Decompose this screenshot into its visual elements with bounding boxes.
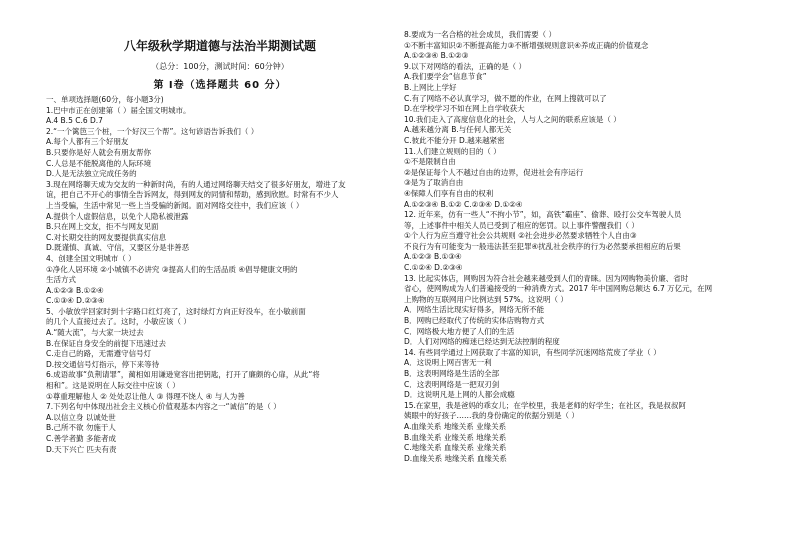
text-line: B.只要你是好人就会有朋友帮你 — [46, 147, 152, 157]
text-line: A.以信立身 以诚处世 — [46, 412, 116, 422]
text-line: 上当受骗，生活中常见一些上当受骗的新闻。面对网络交往中，我们应该（ ） — [46, 200, 304, 210]
text-line: ①净化人居环境 ②小城镇不必讲究 ③提高人们的生活品质 ④倡导健康文明的 — [46, 264, 298, 274]
right-column — [404, 0, 754, 464]
text-line: 2.“一个篱笆三个桩，一个好汉三个帮”。这句谚语告诉我们（ ） — [46, 126, 259, 136]
text-line: A.“随大流”，与大家一块过去 — [46, 328, 144, 338]
text-line: B．网购已经取代了传统的实体店购物方式 — [404, 316, 545, 326]
left-column — [46, 0, 394, 455]
text-line: 等，上述事件中相关人员已受到了相应的惩罚。以上事件警醒我们（ ） — [404, 220, 639, 230]
text-line: D.在学校学习不如在网上自学收获大 — [404, 104, 525, 114]
text-line: ①尊重理解他人 ② 处处忍让他人 ③ 得理不饶人 ④ 与人为善 — [46, 391, 245, 401]
text-line: D.天下兴亡 匹夫有责 — [46, 444, 117, 454]
text-line: 谊，把自己不开心的事情全告诉网友，得到网友的同情和帮助，感到欣慰。时常有不少人 — [46, 190, 339, 200]
text-line: A.提供个人虚假信息，以免个人隐私被泄露 — [46, 211, 189, 221]
text-line: C.善学者勤 多能者成 — [46, 434, 117, 443]
text-line: B.己所不欲 勿施于人 — [46, 423, 116, 433]
text-line: A.4 B.5 C.6 D.7 — [46, 116, 103, 126]
text-line: 11.人们建立规则的目的（ ） — [404, 146, 501, 156]
text-line: 8.要成为一名合格的社会成员，我们需要（ ） — [404, 30, 557, 39]
text-line: 省心，使网购成为人们普遍接受的一种消费方式。2017 年中国网购总额达 6.7 万亿元，在网 — [404, 284, 713, 294]
text-line: D.血缘关系 地缘关系 血缘关系 — [404, 453, 507, 463]
text-line: A.①②③ B.①③④ — [404, 252, 462, 262]
text-line: 12. 近年来，仿有一些人“不拘小节”，如，高铁“霸座”、偷葬、殴打公交车驾驶人员 — [404, 210, 682, 220]
text-line: C．网络极大地方便了人们的生活 — [404, 326, 515, 336]
left-question-list — [46, 95, 394, 455]
text-line: D．人们对网络的痴迷已经达到无法控制的程度 — [404, 337, 560, 347]
text-line: ②是保证每个人不越过自由的边界，促进社会有序运行 — [404, 167, 584, 177]
text-line: A.越来越分离 B.与任何人都无关 — [404, 125, 512, 135]
text-line: B.上网比上学好 — [404, 82, 457, 92]
text-line: C.对长期交往的网友要提供真实信息 — [46, 232, 167, 242]
exam-title: 八年级秋学期道德与法治半期测试题 — [123, 39, 316, 53]
text-line: A.我们要学会“信息节食” — [404, 72, 487, 82]
text-line: A.①②③④ B.①② C.②③④ D.①②④ — [404, 199, 523, 209]
text-line: A．网络生活比现实好得多，网络无所不能 — [404, 305, 545, 315]
text-line: A.血缘关系 地缘关系 业缘关系 — [404, 421, 507, 431]
text-line: C.彼此不能分开 D.越来越紧密 — [404, 135, 505, 145]
text-line: A.每个人都有三个好朋友 — [46, 137, 129, 147]
text-line: 10.我们走入了高度信息化的社会，人与人之间的联系应该是（ ） — [404, 114, 621, 124]
text-line: ①个人行为应当遵守社会公共规则 ②社会进步必然要求牺牲个人自由③ — [404, 231, 637, 241]
text-line: D.按交通信号灯指示，停下来等待 — [46, 359, 160, 369]
text-line: ①不是限制自由 — [404, 157, 456, 167]
text-line: C.①③④ D.②③④ — [46, 296, 105, 306]
section-heading: 第 Ⅰ卷（选择题共 60 分） — [153, 80, 287, 91]
text-line: C.走自己的路，无需遵守信号灯 — [46, 349, 152, 359]
text-line: D.人是无法独立完成任务的 — [46, 169, 137, 179]
text-line: 15.在家里，我是爸妈的乖女儿；在学校里，我是老师的好学生；在社区，我是叔叔阿 — [404, 400, 686, 410]
text-line: 13. 比起实体店，网购因为符合社会越来越受到人们的青睐。因为网购物美价廉、省时 — [404, 273, 689, 283]
text-line: 3.现在网络聊天成为交友的一种新时尚，有的人通过网络聊天结交了很多好朋友，增进了友 — [46, 179, 346, 189]
text-line: C.①②④ D.②③④ — [404, 263, 463, 273]
text-line: 一、单项选择题(60分，每小题3分) — [46, 95, 164, 104]
text-line: 生活方式 — [46, 275, 76, 285]
text-line: 姨眼中的好孩子……我的身份确定的依据分别是（ ） — [404, 411, 579, 421]
text-line: 1.巴中市正在创建第（ ）届全国文明城市。 — [46, 105, 191, 115]
text-line: ③是为了取消自由 — [404, 178, 464, 188]
text-line: ①不断丰富知识②不断提高能力③不断增强规则意识④养成正确的价值观念 — [404, 40, 649, 50]
text-line: 14. 有些同学通过上网获取了丰富的知识，有些同学沉迷网络荒废了学业（ ） — [404, 347, 661, 357]
text-line: 5、小敏放学回家时到十字路口红灯亮了，这时绿灯方向正好没车，在小敏前面 — [46, 306, 306, 316]
text-line: 的几个人直接过去了。这时，小敏应该（ ） — [46, 317, 191, 327]
text-line: A．这说明上网百害无一利 — [404, 358, 492, 368]
text-line: 4、创建全国文明城市（ ） — [46, 253, 136, 263]
text-line: 6.成语故事“负荆请罪”，蔺相如用谦逊宽容出把钥匙，打开了廉颇的心扉，从此“将 — [46, 370, 320, 380]
text-line: D.既谨慎、真诚、守信，又要区分是非善恶 — [46, 243, 190, 253]
text-line: ④保障人们享有自由的权利 — [404, 188, 494, 198]
text-line: 9.以下对网络的看法，正确的是（ ） — [404, 61, 527, 71]
text-line: C.地缘关系 血缘关系 业缘关系 — [404, 443, 507, 453]
text-line: A.①②③ B.①②④ — [46, 285, 104, 295]
text-line: C．这表明网络是一把双刃剑 — [404, 379, 500, 389]
right-question-list — [404, 30, 754, 464]
text-line: 7.下列名句中体现出社会主义核心价值观基本内容之一“诚信”的是（ ） — [46, 402, 281, 412]
exam-subtitle: （总分：100分，测试时间：60分钟） — [151, 62, 289, 71]
text-line: B.血缘关系 业缘关系 地缘关系 — [404, 432, 507, 442]
text-line: B.只在网上交友，拒不与网友见面 — [46, 222, 159, 232]
text-line: B.在保证自身安全的前提下迅速过去 — [46, 338, 167, 348]
text-line: D．这说明凡是上网的人都会成瘾 — [404, 390, 515, 400]
text-line: 上购物的互联网用户比例达到 57%。这说明（ ） — [404, 294, 568, 304]
text-line: 不良行为有可能变为一般违法甚至犯罪④扰乱社会秩序的行为必然要承担相应的后果 — [404, 241, 681, 251]
text-line: C.有了网络不必认真学习，做不愿的作业，在网上搜就可以了 — [404, 93, 607, 103]
text-line: C.人总是不能脱离他的人际环境 — [46, 158, 152, 168]
text-line: 相和”。这是说明在人际交往中应该（ ） — [46, 381, 180, 391]
text-line: B．这表明网络是生活的全部 — [404, 369, 500, 378]
text-line: A.①②③④ B.①②③ — [404, 51, 469, 61]
